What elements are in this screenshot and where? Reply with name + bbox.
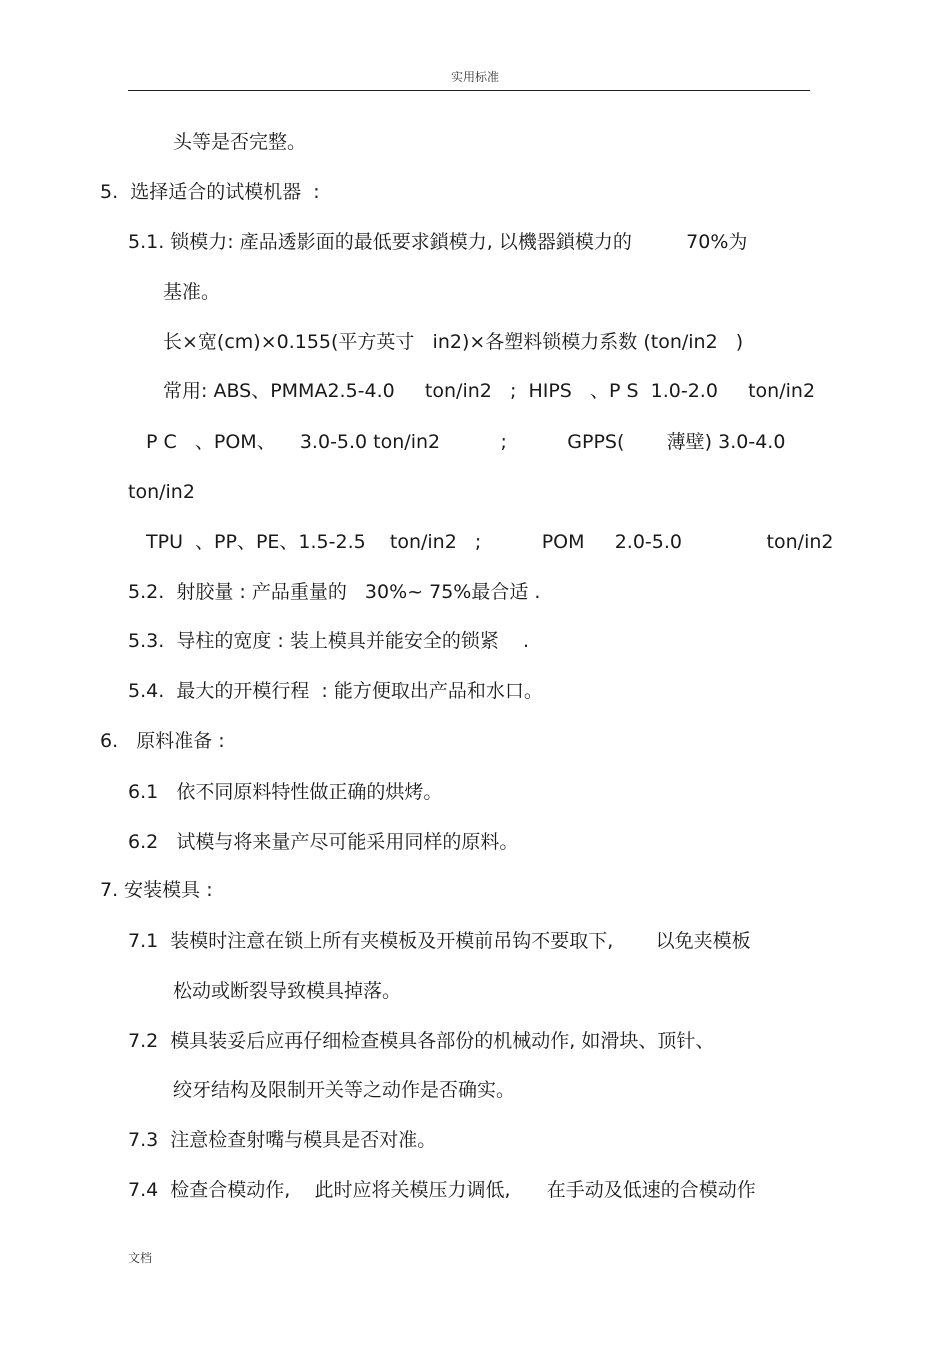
text-line: TPU 、PP、PE、1.5-2.5 ton/in2 ; POM 2.0-5.0 ton/in2 xyxy=(146,531,834,553)
section-heading: 7. 安装模具 : xyxy=(100,879,213,901)
text-line: 6.2 试模与将来量产尽可能采用同样的原料。 xyxy=(128,831,519,853)
section-heading: 5. 选择适合的试模机器 : xyxy=(100,181,320,203)
page-footer: 文档 xyxy=(128,1251,153,1265)
text-line: 7.2 模具装妥后应再仔细检查模具各部份的机械动作, 如滑块、顶针、 xyxy=(128,1030,715,1052)
header-divider xyxy=(128,90,810,91)
text-line: P C 、POM、 3.0-5.0 ton/in2 ; GPPS( 薄壁) 3.0-4.0 xyxy=(146,431,786,453)
text-line: 绞牙结构及限制开关等之动作是否确实。 xyxy=(173,1079,516,1101)
page-header: 实用标准 xyxy=(450,70,499,84)
section-heading: 6. 原料准备 : xyxy=(100,730,225,752)
text-line: ton/in2 xyxy=(128,481,195,503)
text-line: 5.4. 最大的开模行程 : 能方便取出产品和水口。 xyxy=(128,680,543,702)
text-line: 长×宽(cm)×0.155(平方英寸 in2)×各塑料锁模力系数 (ton/in2 ) xyxy=(163,331,744,353)
text-line: 基准。 xyxy=(163,281,221,303)
text-line: 5.2. 射胶量 : 产品重量的 30%~ 75%最合适 . xyxy=(128,581,541,603)
text-line: 头等是否完整。 xyxy=(173,131,307,153)
text-line: 5.1. 锁模力: 產品透影面的最低要求鎖模力, 以機器鎖模力的 70%为 xyxy=(128,231,748,253)
text-line: 6.1 依不同原料特性做正确的烘烤。 xyxy=(128,781,443,803)
text-line: 松动或断裂导致模具掉落。 xyxy=(173,980,402,1002)
text-line: 7.1 装模时注意在锁上所有夹模板及开模前吊钩不要取下, 以免夹模板 xyxy=(128,930,751,952)
text-line: 7.3 注意检查射嘴与模具是否对准。 xyxy=(128,1129,437,1151)
text-line: 7.4 检查合模动作, 此时应将关模压力调低, 在手动及低速的合模动作 xyxy=(128,1179,756,1201)
text-line: 常用: ABS、PMMA2.5-4.0 ton/in2 ; HIPS 、P S 1.0-2.0 ton/in2 xyxy=(163,380,816,402)
text-line: 5.3. 导柱的宽度 : 装上模具并能安全的锁紧 . xyxy=(128,630,530,652)
